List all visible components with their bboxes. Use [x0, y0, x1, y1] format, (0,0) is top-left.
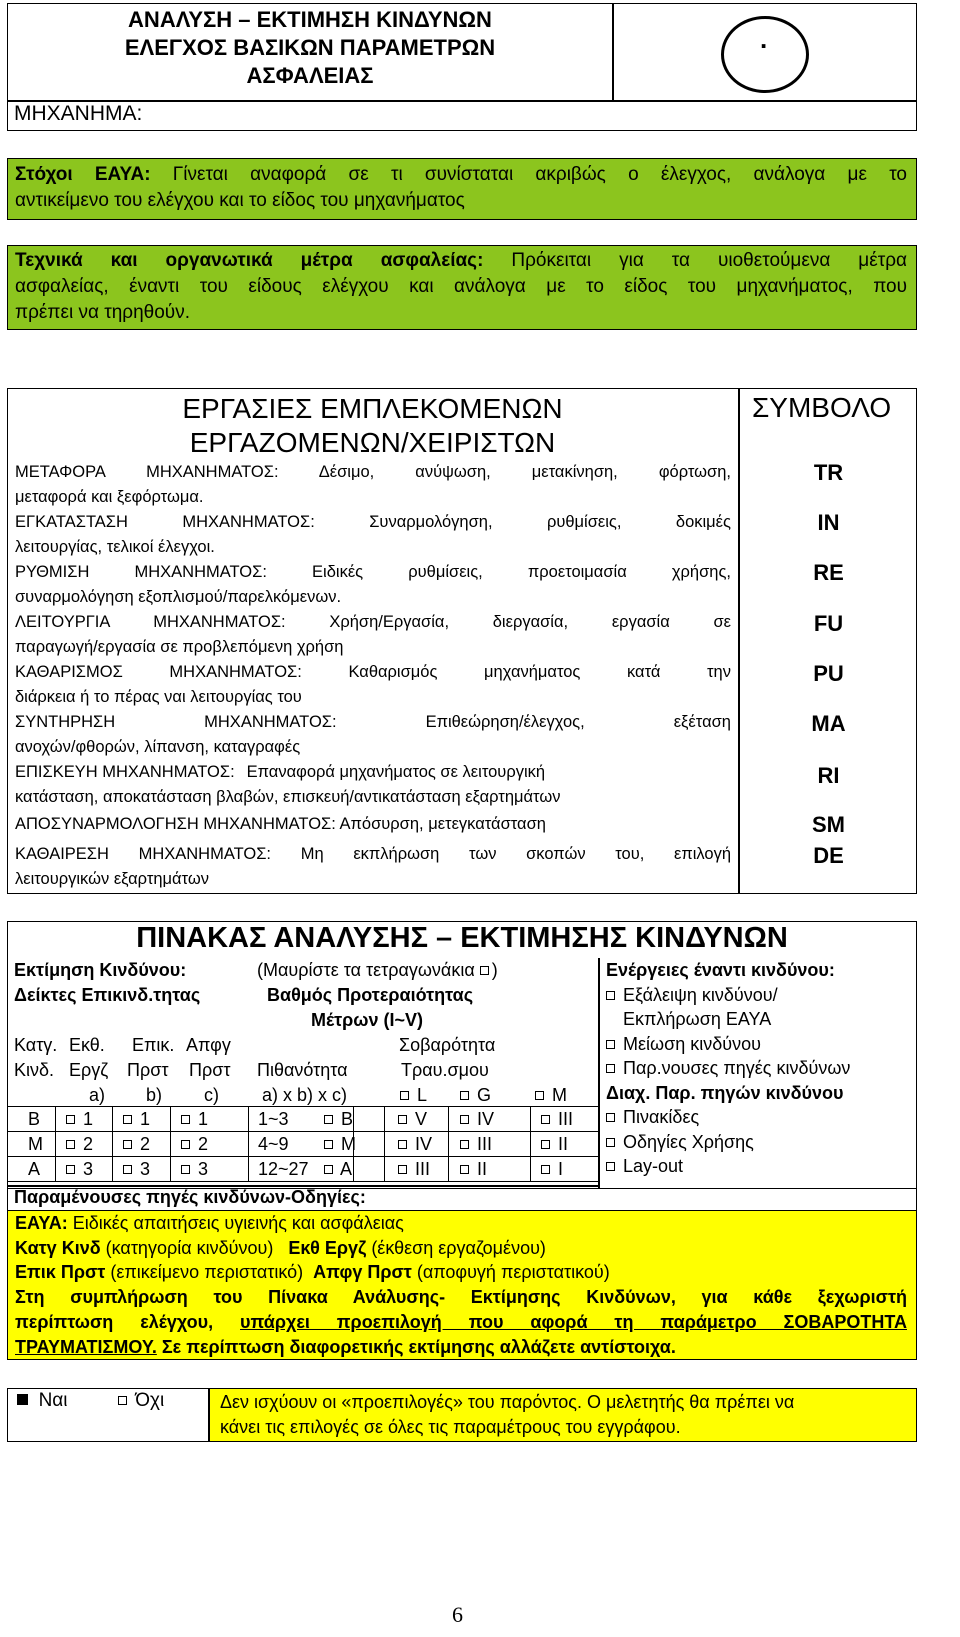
checkbox-square-icon — [460, 1165, 469, 1174]
risk-cell-L[interactable]: IV — [398, 1132, 432, 1156]
task-desc: Επαναφορά μηχανήματος σε λειτουργική — [246, 763, 546, 781]
task-symbol: IN — [817, 510, 840, 535]
page-number: 6 — [452, 1602, 463, 1627]
task-desc: Καθαρισμός μηχανήματος κατά την — [348, 663, 731, 681]
task-name: ΡΥΘΜΙΣΗ ΜΗΧΑΝΗΜΑΤΟΣ: — [15, 563, 267, 581]
task-symbol: PU — [813, 661, 844, 686]
task-symbol: FU — [813, 611, 844, 636]
risk-cell-b[interactable]: 1 — [123, 1107, 150, 1131]
task-name: ΚΑΘΑΙΡΕΣΗ ΜΗΧΑΝΗΜΑΤΟΣ: — [15, 845, 272, 863]
choice-yes[interactable]: Ναι — [17, 1390, 68, 1412]
task-desc-cont: συναρμολόγηση εξοπλισμού/παρελκόμενων. — [15, 588, 342, 606]
task-desc: Επιθεώρηση/έλεγχος, εξέταση — [425, 713, 731, 731]
task-desc: Μη εκπλήρωση των σκοπών του, επιλογή — [300, 845, 732, 863]
checkbox-square-icon — [460, 1140, 469, 1149]
task-name: ΚΑΘΑΡΙΣΜΟΣ ΜΗΧΑΝΗΜΑΤΟΣ: — [15, 663, 302, 681]
task-symbol: SM — [812, 812, 845, 837]
checkbox-square-icon — [324, 1115, 333, 1124]
checkbox-square-icon — [398, 1165, 407, 1174]
risk-cell-M[interactable]: II — [541, 1132, 568, 1156]
choice-note: Δεν ισχύουν οι «προεπιλογές» του παρόντος. Ο μελετητής θα πρέπει να κάνει τις επιλογές σε όλες τις παραμέτρους του εγγράφου. — [220, 1392, 795, 1437]
task-desc-cont: κατάσταση, αποκατάσταση βλαβών, επισκευή/αντικατάσταση εξαρτημάτων — [15, 788, 561, 806]
task-desc-cont: μεταφορά και ξεφόρτωμα. — [15, 488, 204, 506]
action-reduce[interactable]: Μείωση κινδύνου — [606, 1032, 911, 1057]
checkbox-square-icon — [460, 1115, 469, 1124]
checkbox-square-icon — [123, 1165, 132, 1174]
tasks-heading: ΕΡΓΑΣΙΕΣ ΕΜΠΛΕΚΟΜΕΝΩΝ ΕΡΓΑΖΟΜΕΝΩΝ/ΧΕΙΡΙΣΤΩΝ — [182, 393, 563, 458]
task-desc-cont: διάρκεια ή το πέρας ναι λειτουργίας του — [15, 688, 302, 706]
risk-cell-M[interactable]: I — [541, 1157, 563, 1181]
mgmt-layout[interactable]: Lay-out — [606, 1154, 911, 1179]
risk-cell-prob[interactable]: M — [324, 1132, 356, 1156]
risk-cell-G[interactable]: IV — [460, 1107, 494, 1131]
risk-cell-a[interactable]: 2 — [66, 1132, 93, 1156]
task-symbol: MA — [811, 711, 846, 736]
checkbox-square-icon — [398, 1140, 407, 1149]
task-desc: Δέσιμο, ανύψωση, μετακίνηση, φόρτωση, — [318, 463, 731, 481]
task-symbol: TR — [813, 460, 844, 485]
task-name: ΑΠΟΣΥΝΑΡΜΟΛΟΓΗΣΗ ΜΗΧΑΝΗΜΑΤΟΣ: — [15, 815, 336, 833]
risk-cell-range: 4~9 — [258, 1134, 289, 1154]
risk-title: ΠΙΝΑΚΑΣ ΑΝΑΛΥΣΗΣ – ΕΚΤΙΜΗΣΗΣ ΚΙΝΔΥΝΩΝ — [136, 922, 788, 954]
action-eliminate[interactable]: Εξάλειψη κινδύνου/ — [606, 983, 911, 1008]
checkbox-square-icon — [541, 1115, 550, 1124]
action-remaining[interactable]: Παρ.νουσες πηγές κινδύνων — [606, 1056, 911, 1081]
remaining-label: Παραμένουσες πηγές κινδύνων-Οδηγίες: — [14, 1187, 366, 1207]
risk-cell-cat: A — [28, 1159, 41, 1179]
task-row — [15, 660, 731, 710]
task-row — [15, 610, 731, 660]
checkbox-square-icon — [541, 1165, 550, 1174]
risk-cell-range: 12~27 — [258, 1159, 309, 1179]
task-row — [15, 560, 731, 610]
task-desc: Απόσυρση, μετεγκατάσταση — [339, 815, 546, 833]
task-row — [15, 842, 731, 892]
symbol-heading: ΣΥΜΒΟΛΟ — [752, 392, 892, 423]
risk-cell-a[interactable]: 3 — [66, 1157, 93, 1181]
page-title: ΑΝΑΛΥΣΗ – ΕΚΤΙΜΗΣΗ ΚΙΝΔΥΝΩΝ ΕΛΕΓΧΟΣ ΒΑΣΙΚΩΝ ΠΑΡΑΜΕΤΡΩΝ ΑΣΦΑΛΕΙΑΣ — [124, 7, 496, 88]
checkbox-square-icon — [324, 1140, 333, 1149]
empty-square-icon — [118, 1396, 127, 1405]
task-desc-cont: λειτουργίας, τελικοί έλεγχοι. — [15, 538, 215, 556]
checkbox-square-icon — [66, 1165, 75, 1174]
risk-cell-c[interactable]: 2 — [181, 1132, 208, 1156]
risk-cell-cat: M — [28, 1134, 43, 1154]
task-name: ΣΥΝΤΗΡΗΣΗ ΜΗΧΑΝΗΜΑΤΟΣ: — [15, 713, 337, 731]
measures-text: Τεχνικά και οργανωτικά μέτρα ασφαλείας: Πρόκειται για τα υιοθετούμενα μέτρα ασφαλείας, έναντι του είδους ελέγχου και ανάλογα με το είδος του μηχανήματος, που πρέπει να τηρηθούν. — [15, 250, 907, 323]
checkbox-square-icon — [66, 1140, 75, 1149]
mgmt-signs[interactable]: Πινακίδες — [606, 1105, 911, 1130]
task-name: ΕΠΙΣΚΕΥΗ ΜΗΧΑΝΗΜΑΤΟΣ: — [15, 763, 235, 781]
task-desc: Ειδικές ρυθμίσεις, προετοιμασία χρήσης, — [312, 563, 731, 581]
risk-cell-b[interactable]: 2 — [123, 1132, 150, 1156]
task-desc: Συναρμολόγηση, ρυθμίσεις, δοκιμές — [369, 513, 731, 531]
task-desc: Χρήση/Εργασία, διεργασία, εργασία σε — [329, 613, 732, 631]
task-desc-cont: παραγωγή/εργασία σε προβλεπόμενη χρήση — [15, 638, 344, 656]
goals-text: Στόχοι ΕΑΥΑ: Γίνεται αναφορά σε τι συνίσταται ακριβώς ο έλεγχος, ανάλογα με το αντικείμενο του ελέγχου και το είδος του μηχανήματος — [15, 164, 908, 211]
checkbox-square-icon — [123, 1140, 132, 1149]
checkbox-square-icon — [181, 1115, 190, 1124]
checkbox-square-icon — [66, 1115, 75, 1124]
task-name: ΛΕΙΤΟΥΡΓΙΑ ΜΗΧΑΝΗΜΑΤΟΣ: — [15, 613, 286, 631]
machine-field[interactable] — [200, 102, 900, 128]
checkbox-square-icon — [541, 1140, 550, 1149]
task-row — [15, 710, 731, 760]
legend-text: ΕΑΥΑ: Ειδικές απαιτήσεις υγιεινής και ασφάλειας Κατγ Κινδ (κατηγορία κινδύνου) Εκθ Εργζ (έκθεση εργαζομένου) Επικ Πρστ (επικείμενο περιστατικό) Απφγ Πρστ (αποφυγή περιστατικού) Στη συμπλήρωση του Πίνακα Ανάλυσης- Εκτίμησης Κινδύνων, για κάθε ξεχωριστή περίπτωση ελέγχου, υπάρχει προεπιλογή που αφορά τη παράμετρο ΣΟΒΑΡΟΤΗΤΑ ΤΡΑΥΜΑΤΙΣΜΟΥ. Σε περίπτωση διαφορετικής εκτίμησης αλλάζετε αντίστοιχα. — [15, 1213, 907, 1357]
task-row — [15, 510, 731, 560]
checkbox-square-icon — [123, 1115, 132, 1124]
choice-no[interactable]: Όχι — [118, 1390, 164, 1412]
checked-square-icon — [17, 1394, 28, 1405]
task-symbol: RI — [817, 763, 840, 788]
checkbox-square-icon — [181, 1165, 190, 1174]
risk-cell-L[interactable]: III — [398, 1157, 430, 1181]
risk-cell-range: 1~3 — [258, 1109, 289, 1129]
risk-cell-G[interactable]: II — [460, 1157, 487, 1181]
risk-cell-M[interactable]: III — [541, 1107, 573, 1131]
risk-cell-c[interactable]: 3 — [181, 1157, 208, 1181]
risk-cell-prob[interactable]: B — [324, 1107, 353, 1131]
circle-dot: . — [760, 24, 768, 54]
checkbox-square-icon — [181, 1140, 190, 1149]
risk-cell-prob[interactable]: A — [324, 1157, 352, 1181]
risk-cell-c[interactable]: 1 — [181, 1107, 208, 1131]
machine-label: ΜΗΧΑΝΗΜΑ: — [14, 102, 143, 125]
risk-cell-L[interactable]: V — [398, 1107, 427, 1131]
task-row — [15, 460, 731, 510]
risk-cell-cat: B — [28, 1109, 41, 1129]
task-desc-cont: ανοχών/φθορών, λίπανση, καταγραφές — [15, 738, 301, 756]
risk-actions: Ενέργειες έναντι κινδύνου: Εξάλειψη κινδύνου/ Εκπλήρωση ΕΑΥΑ Μείωση κινδύνου Παρ.νουσες πηγές κινδύνων Διαχ. Παρ. πηγών κινδύνου Πινακίδες Οδηγίες Χρήσης Lay-out — [606, 958, 911, 1179]
task-name: ΕΓΚΑΤΑΣΤΑΣΗ ΜΗΧΑΝΗΜΑΤΟΣ: — [15, 513, 315, 531]
checkbox-square-icon — [324, 1165, 333, 1174]
task-row — [15, 812, 731, 837]
task-symbol: DE — [813, 843, 844, 868]
mgmt-instructions[interactable]: Οδηγίες Χρήσης — [606, 1130, 911, 1155]
task-name: ΜΕΤΑΦΟΡΑ ΜΗΧΑΝΗΜΑΤΟΣ: — [15, 463, 279, 481]
task-desc-cont: λειτουργικών εξαρτημάτων — [15, 870, 209, 888]
risk-cell-G[interactable]: III — [460, 1132, 492, 1156]
risk-cell-b[interactable]: 3 — [123, 1157, 150, 1181]
task-row — [15, 760, 731, 810]
task-symbol: RE — [813, 560, 844, 585]
risk-cell-a[interactable]: 1 — [66, 1107, 93, 1131]
checkbox-square-icon — [398, 1115, 407, 1124]
